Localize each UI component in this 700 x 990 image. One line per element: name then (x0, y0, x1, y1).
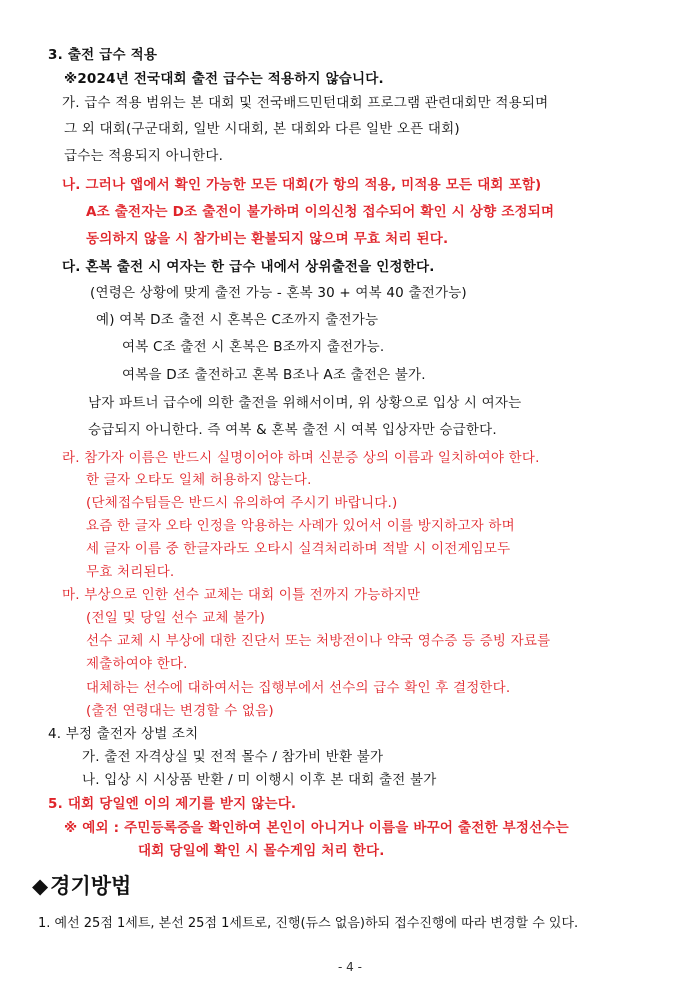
item-ra-line2: 한 글자 오타도 일체 허용하지 않는다. (86, 472, 312, 488)
section4-title: 4. 부정 출전자 상벌 조치 (48, 726, 199, 742)
item-ra-line1: 라. 참가자 이름은 반드시 실명이어야 하며 신분증 상의 이름과 일치하여야 한다. (62, 450, 540, 466)
diamond-bullet-icon: ◆ (32, 874, 49, 898)
item-ma-line1: 마. 부상으로 인한 선수 교체는 대회 이틀 전까지 가능하지만 (62, 587, 421, 603)
section5-exception-line2: 대회 당일에 확인 시 몰수게임 처리 한다. (138, 843, 385, 859)
item-ra-line5: 세 글자 이름 중 한글자라도 오타시 실격처리하며 적발 시 이전게임모두 (86, 541, 511, 557)
item-ma-line4: 제출하여야 한다. (86, 656, 188, 672)
item-da-example1: 예) 여복 D조 출전 시 혼복은 C조까지 출전가능 (96, 312, 379, 328)
item-da-example3: 여복을 D조 출전하고 혼복 B조나 A조 출전은 불가. (122, 367, 426, 383)
section4-item1: 가. 출전 자격상실 및 전적 몰수 / 참가비 반환 불가 (82, 749, 384, 765)
item-na-line3: 동의하지 않을 시 참가비는 환불되지 않으며 무효 처리 된다. (86, 231, 449, 247)
game-method-heading (32, 870, 131, 900)
item-da-note2: 승급되지 아니한다. 즉 여복 & 혼복 출전 시 여복 입상자만 승급한다. (88, 422, 497, 438)
item-ma-line6: (출전 연령대는 변경할 수 없음) (86, 703, 274, 719)
item-ga-line1: 가. 급수 적용 범위는 본 대회 및 전국배드민턴대회 프로그램 관련대회만 적용되며 (62, 95, 549, 111)
item-na-line1: 나. 그러나 앱에서 확인 가능한 모든 대회(가 항의 적용, 미적용 모든 대회 포함) (62, 177, 542, 193)
game-method-heading-text: 경기방법 (50, 874, 132, 898)
item-da-note1: 남자 파트너 급수에 의한 출전을 위해서이며, 위 상황으로 입상 시 여자는 (88, 395, 522, 411)
item-ra-line6: 무효 처리된다. (86, 564, 175, 580)
item-da-title: 다. 혼복 출전 시 여자는 한 급수 내에서 상위출전을 인정한다. (62, 259, 435, 275)
section3-title: 3. 출전 급수 적용 (48, 47, 158, 63)
page-number: - 4 - (338, 960, 362, 974)
item-da-age: (연령은 상황에 맞게 출전 가능 - 혼복 30 + 여복 40 출전가능) (90, 285, 467, 301)
section5-exception-line1: ※ 예외 : 주민등록증을 확인하여 본인이 아니거나 이름을 바꾸어 출전한 부정선수는 (64, 820, 569, 836)
item-ga-line3: 급수는 적용되지 아니한다. (64, 148, 224, 164)
section4-item2: 나. 입상 시 시상품 반환 / 미 이행시 이후 본 대회 출전 불가 (82, 772, 437, 788)
item-ma-line2: (전일 및 당일 선수 교체 불가) (86, 610, 266, 626)
item-da-example2: 여복 C조 출전 시 혼복은 B조까지 출전가능. (122, 339, 385, 355)
section3-notice: ※2024년 전국대회 출전 급수는 적용하지 않습니다. (64, 71, 384, 87)
game-method-item1: 1. 예선 25점 1세트, 본선 25점 1세트로, 진행(듀스 없음)하되 접수진행에 따라 변경할 수 있다. (38, 916, 579, 931)
item-ga-line2: 그 외 대회(구군대회, 일반 시대회, 본 대회와 다른 일반 오픈 대회) (64, 121, 460, 137)
item-ra-line4: 요즘 한 글자 오타 인정을 악용하는 사례가 있어서 이를 방지하고자 하며 (86, 518, 515, 534)
item-na-line2: A조 출전자는 D조 출전이 불가하며 이의신청 접수되어 확인 시 상향 조정되며 (86, 204, 555, 220)
section5-title: 5. 대회 당일엔 이의 제기를 받지 않는다. (48, 796, 297, 812)
item-ma-line5: 대체하는 선수에 대하여서는 집행부에서 선수의 급수 확인 후 결정한다. (86, 680, 511, 696)
item-ma-line3: 선수 교체 시 부상에 대한 진단서 또는 처방전이나 약국 영수증 등 증빙 자료를 (86, 633, 551, 649)
item-ra-line3: (단체접수팀들은 반드시 유의하여 주시기 바랍니다.) (86, 495, 398, 511)
